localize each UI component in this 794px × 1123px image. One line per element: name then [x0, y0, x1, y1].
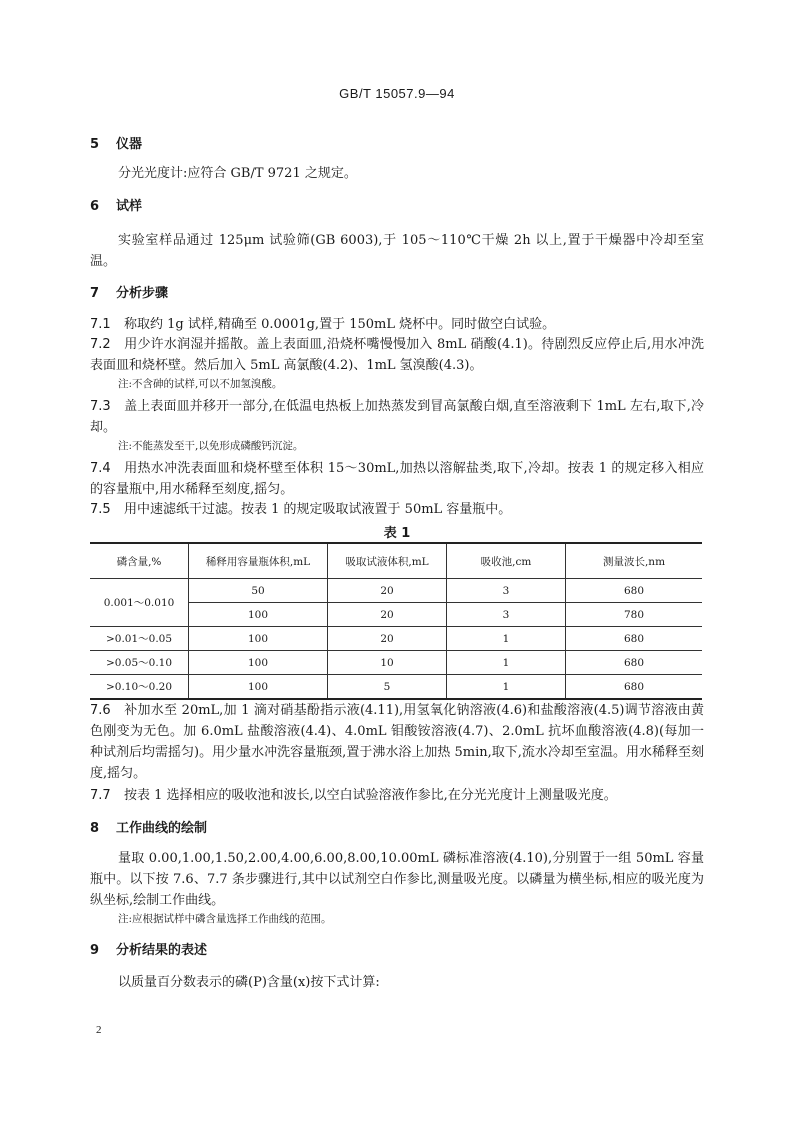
section-title: 试样: [116, 199, 143, 214]
table-cell: 680: [566, 627, 703, 651]
table-cell: 20: [328, 603, 447, 627]
table-cell: 680: [566, 675, 703, 700]
step-number: 7.4: [90, 461, 111, 476]
section-5-text: 分光光度计:应符合 GB/T 9721 之规定。: [118, 166, 357, 181]
table-cell: 780: [566, 603, 703, 627]
table-cell: 100: [189, 627, 328, 651]
table-cell: >0.05～0.10: [90, 651, 189, 675]
step-7-3: [90, 396, 704, 438]
section-title: 分析结果的表述: [116, 943, 208, 958]
section-number: 5: [90, 137, 100, 152]
page-number: 2: [96, 1024, 102, 1036]
step-number: 7.7: [90, 788, 111, 803]
step-number: 7.5: [90, 502, 111, 517]
table-cell: >0.10～0.20: [90, 675, 189, 700]
note-no-dry: 注:不能蒸发至干,以免形成磷酸钙沉淀。: [118, 440, 304, 452]
col-header-wavelength: 测量波长,nm: [566, 543, 703, 579]
table-cell: 5: [328, 675, 447, 700]
table-cell: 100: [189, 651, 328, 675]
step-text: 按表 1 选择相应的吸收池和波长,以空白试验溶液作参比,在分光光度计上测量吸光度。: [124, 788, 617, 803]
table-cell: 3: [447, 603, 566, 627]
section-6-text: 实验室样品通过 125μm 试验筛(GB 6003),于 105～110℃干燥 2h 以上,置于干燥器中冷却至室温。: [90, 233, 704, 269]
step-7-1: [90, 314, 704, 335]
standard-code-header: GB/T 15057.9—94: [339, 86, 455, 101]
section-8-heading: [90, 818, 704, 839]
section-9-heading: [90, 940, 704, 961]
step-text: 用热水冲洗表面皿和烧杯壁至体积 15～30mL,加热以溶解盐类,取下,冷却。按表 1 的规定移入相应的容量瓶中,用水稀释至刻度,摇匀。: [90, 461, 704, 497]
table-cell: >0.01～0.05: [90, 627, 189, 651]
step-text: 补加水至 20mL,加 1 滴对硝基酚指示液(4.11),用氢氧化钠溶液(4.6)和盐酸溶液(4.5)调节溶液由黄色刚变为无色。加 6.0mL 盐酸溶液(4.4)、4.0mL 钼酸铵溶液(4.7)、2.0mL 抗坏血酸溶液(4.8)(每加一种试剂后均需摇匀)。用少量水冲洗容量瓶颈,置于沸水浴上加热 5min,取下,流水冷却至室温。用水稀释至刻度,摇匀。: [90, 703, 704, 781]
note-curve-range: 注:应根据试样中磷含量选择工作曲线的范围。: [118, 913, 332, 925]
table-cell: 20: [328, 579, 447, 603]
section-title: 工作曲线的绘制: [116, 821, 208, 836]
table-row: [90, 651, 702, 675]
step-7-2: [90, 334, 704, 376]
table-cell: 20: [328, 627, 447, 651]
table-cell: 1: [447, 675, 566, 700]
step-text: 盖上表面皿并移开一部分,在低温电热板上加热蒸发到冒高氯酸白烟,直至溶液剩下 1mL 左右,取下,冷却。: [90, 399, 704, 435]
table-row: [90, 579, 702, 603]
section-8-text: 量取 0.00,1.00,1.50,2.00,4.00,6.00,8.00,10.00mL 磷标准溶液(4.10),分别置于一组 50mL 容量瓶中。以下按 7.6、7.7 条步骤进行,其中以试剂空白作参比,测量吸光度。以磷量为横坐标,相应的吸光度为纵坐标,绘制工作曲线。: [90, 851, 704, 908]
step-number: 7.3: [90, 399, 111, 414]
table-cell: 1: [447, 627, 566, 651]
table-row: [90, 675, 702, 700]
col-header-cell-length: 吸收池,cm: [447, 543, 566, 579]
step-7-4: [90, 458, 704, 500]
table-cell: 100: [189, 603, 328, 627]
section-5-heading: [90, 134, 704, 155]
step-text: 用少许水润湿并摇散。盖上表面皿,沿烧杯嘴慢慢加入 8mL 硝酸(4.1)。待剧烈反应停止后,用水冲洗表面皿和烧杯壁。然后加入 5mL 高氯酸(4.2)、1mL 氢溴酸(4.3)。: [90, 337, 704, 373]
section-title: 仪器: [116, 137, 143, 152]
step-text: 称取约 1g 试样,精确至 0.0001g,置于 150mL 烧杯中。同时做空白试验。: [124, 317, 556, 332]
table-header-row: [90, 543, 702, 579]
col-header-aliquot-volume: 吸取试液体积,mL: [328, 543, 447, 579]
table-cell: 10: [328, 651, 447, 675]
section-number: 6: [90, 199, 100, 214]
note-no-arsenic: 注:不含砷的试样,可以不加氢溴酸。: [118, 378, 283, 390]
section-7-heading: [90, 283, 704, 304]
step-number: 7.6: [90, 703, 111, 718]
table-cell: 50: [189, 579, 328, 603]
step-number: 7.2: [90, 337, 111, 352]
table-cell: 1: [447, 651, 566, 675]
table-cell: 680: [566, 579, 703, 603]
section-9-text: 以质量百分数表示的磷(P)含量(x)按下式计算:: [118, 975, 380, 990]
section-number: 7: [90, 286, 100, 301]
section-number: 9: [90, 943, 100, 958]
section-number: 8: [90, 821, 100, 836]
col-header-phosphorus-content: 磷含量,%: [90, 543, 189, 579]
section-6-heading: [90, 196, 704, 217]
step-number: 7.1: [90, 317, 111, 332]
table-1: [90, 542, 702, 700]
step-7-5: [90, 499, 704, 520]
col-header-flask-volume: 稀释用容量瓶体积,mL: [189, 543, 328, 579]
table-cell: 0.001～0.010: [90, 579, 189, 627]
step-text: 用中速滤纸干过滤。按表 1 的规定吸取试液置于 50mL 容量瓶中。: [124, 502, 512, 517]
step-7-6: [90, 700, 704, 784]
table-cell: 680: [566, 651, 703, 675]
table-cell: 100: [189, 675, 328, 700]
table-row: [90, 627, 702, 651]
table-cell: 3: [447, 579, 566, 603]
table-1-caption: 表 1: [383, 526, 411, 541]
step-7-7: [90, 785, 704, 806]
section-title: 分析步骤: [116, 286, 169, 301]
